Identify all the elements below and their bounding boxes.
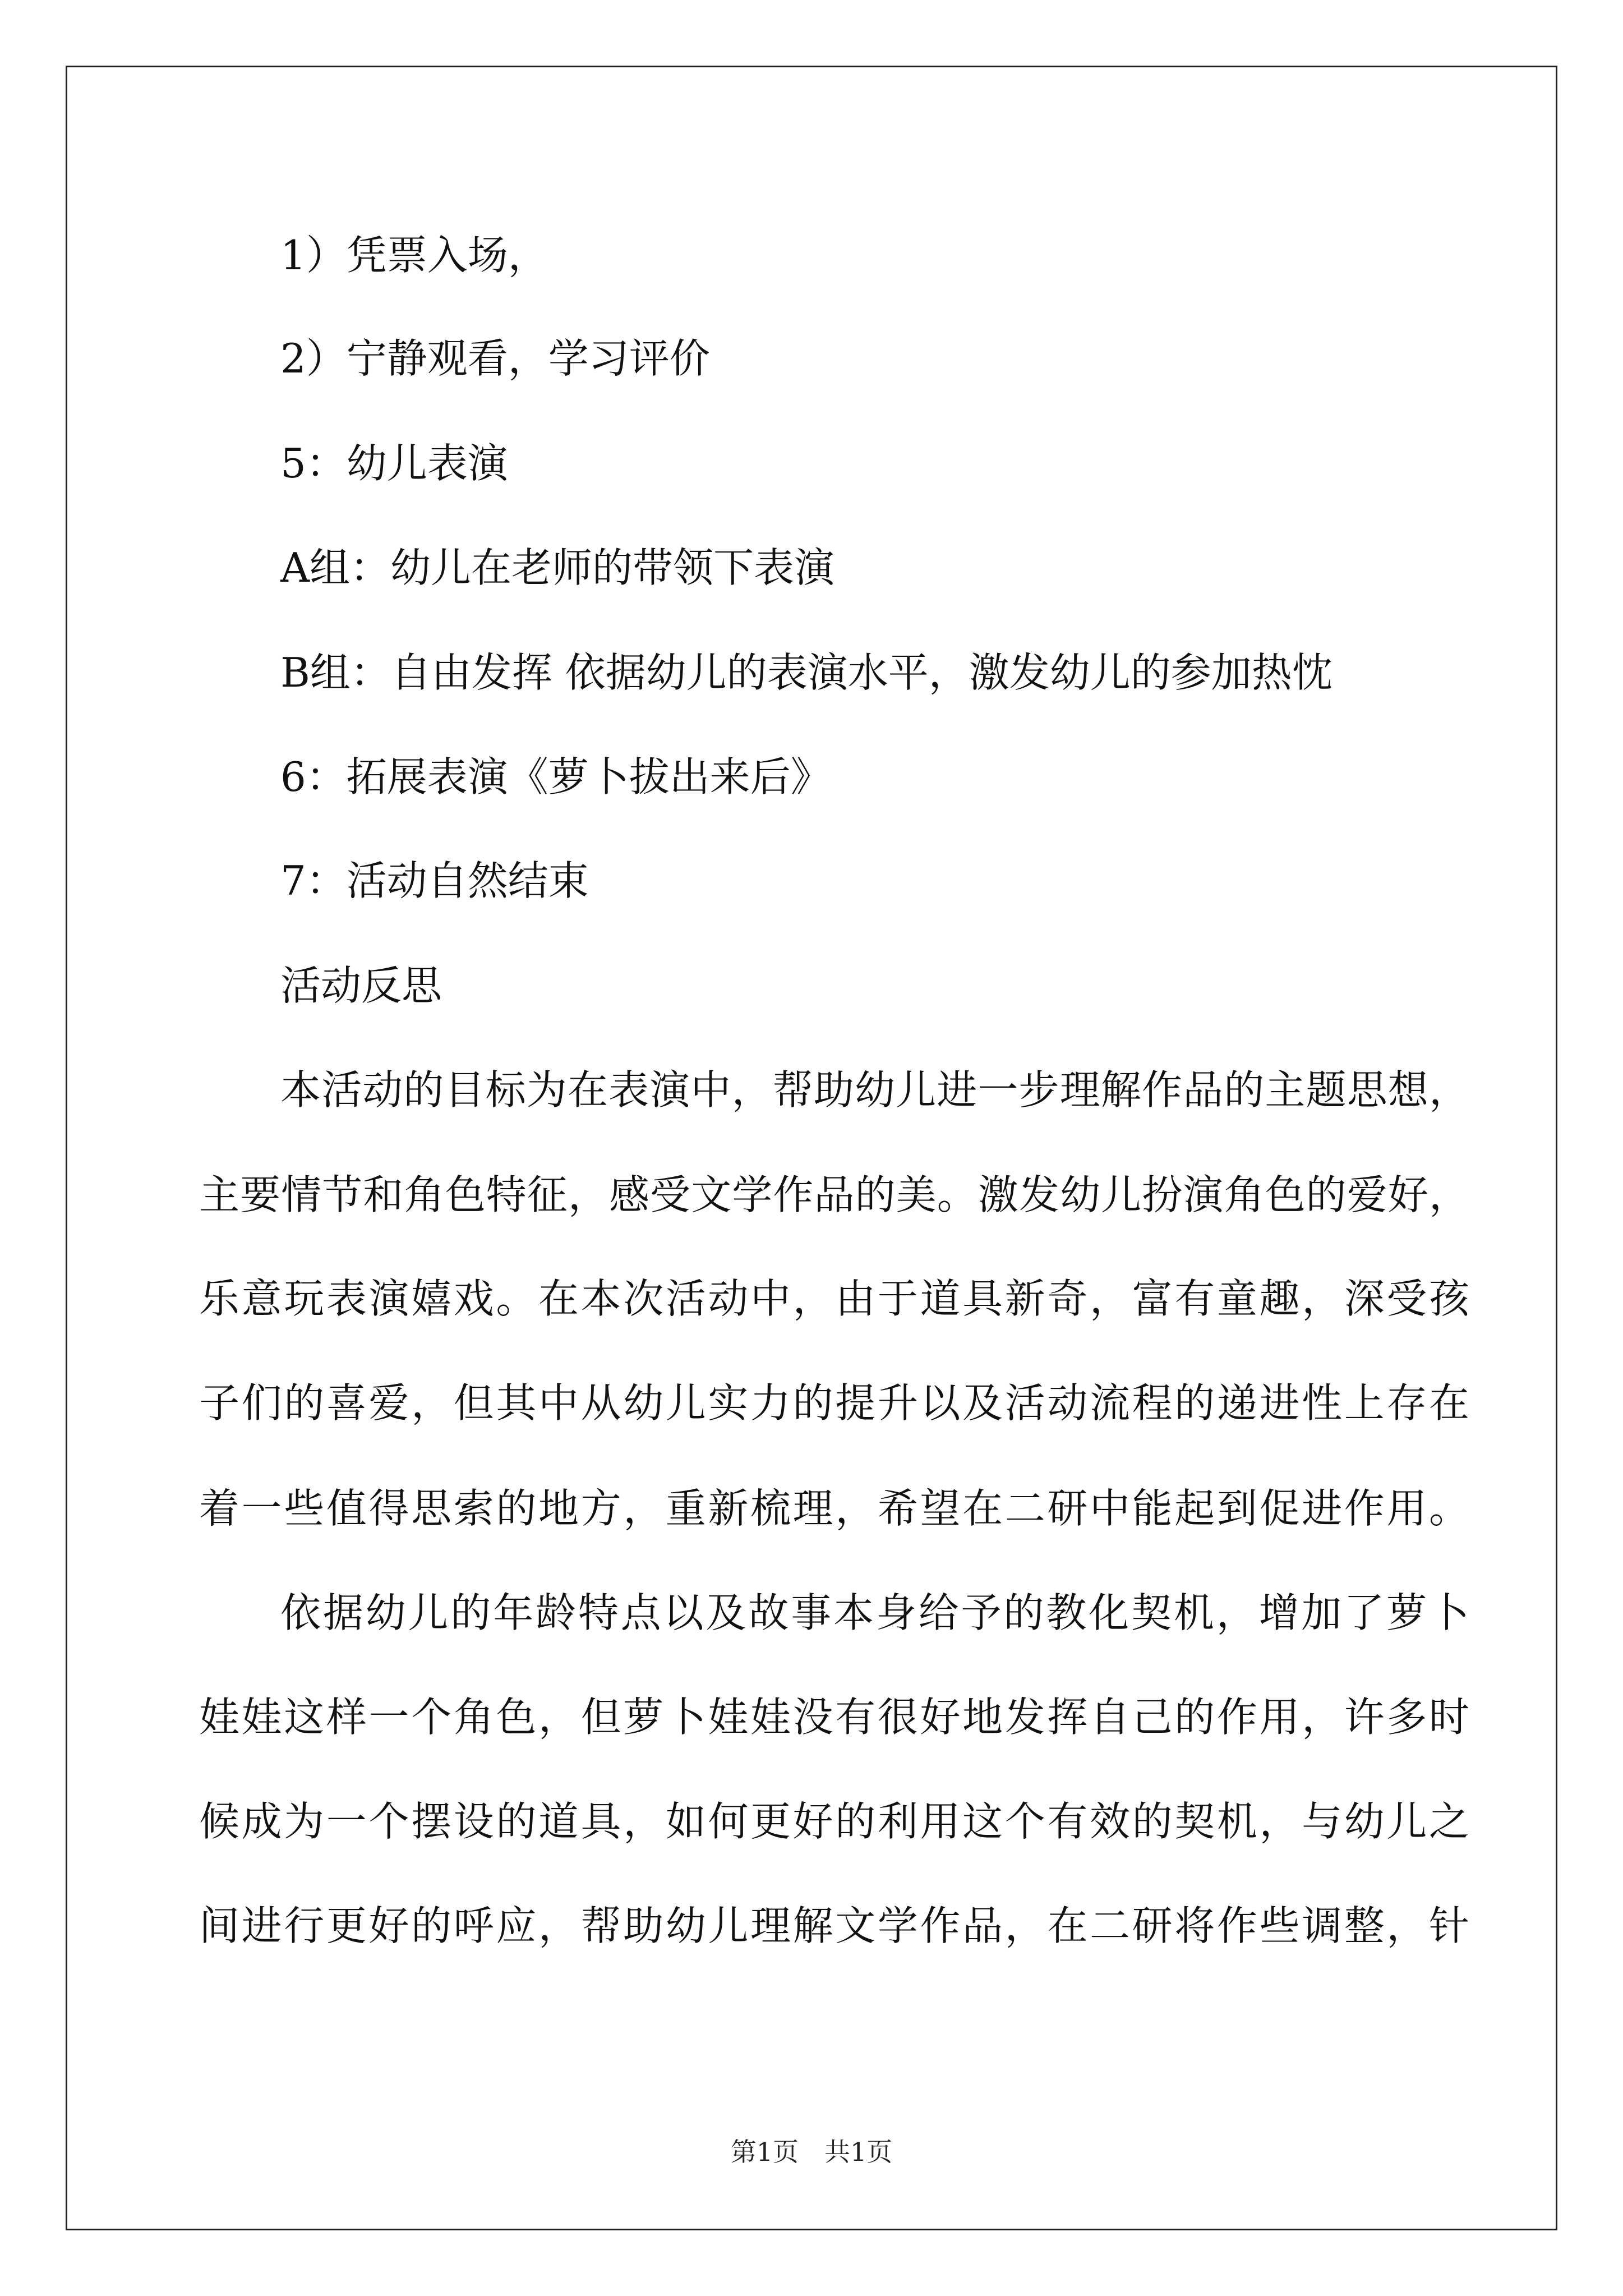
page-footer xyxy=(0,2135,1623,2169)
list-line: 1）凭票入场， xyxy=(280,232,548,279)
page-total: 共1页 xyxy=(824,2137,893,2167)
paragraph-line: 着一些值得思索的地方，重新梳理，希望在二研中能起到促进作用。 xyxy=(199,1485,1469,1532)
paragraph-line: 候成为一个摆设的道具，如何更好的利用这个有效的契机，与幼儿之 xyxy=(199,1798,1469,1845)
list-line: B组：自由发挥 依据幼儿的表演水平，激发幼儿的参加热忱 xyxy=(280,649,1332,696)
page-number: 第1页 xyxy=(730,2137,799,2167)
section-heading: 活动反思 xyxy=(280,962,442,1009)
list-line: A组：幼儿在老师的带领下表演 xyxy=(280,544,834,591)
paragraph-line: 子们的喜爱，但其中从幼儿实力的提升以及活动流程的递进性上存在 xyxy=(199,1379,1469,1427)
list-line: 7：活动自然结束 xyxy=(280,857,589,904)
paragraph-line: 间进行更好的呼应，帮助幼儿理解文学作品，在二研将作些调整，针 xyxy=(199,1902,1469,1949)
list-line: 5：幼儿表演 xyxy=(280,440,508,487)
paragraph-line: 主要情节和角色特征，感受文学作品的美。激发幼儿扮演角色的爱好， xyxy=(199,1171,1469,1218)
paragraph-line: 娃娃这样一个角色，但萝卜娃娃没有很好地发挥自己的作用，许多时 xyxy=(199,1694,1469,1741)
paragraph-line: 依据幼儿的年龄特点以及故事本身给予的教化契机，增加了萝卜 xyxy=(280,1589,1469,1636)
list-line: 6：拓展表演《萝卜拔出来后》 xyxy=(280,753,831,800)
paragraph-line: 乐意玩表演嬉戏。在本次活动中，由于道具新奇，富有童趣，深受孩 xyxy=(199,1275,1469,1322)
paragraph-line: 本活动的目标为在表演中，帮助幼儿进一步理解作品的主题思想， xyxy=(280,1066,1469,1114)
list-line: 2）宁静观看，学习评价 xyxy=(280,335,710,382)
